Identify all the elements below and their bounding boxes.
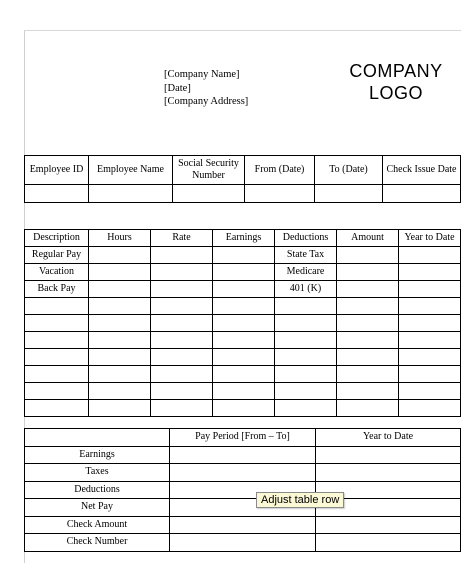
table-cell[interactable] xyxy=(25,315,89,332)
table-cell[interactable] xyxy=(151,264,213,281)
table-cell[interactable] xyxy=(399,366,461,383)
table-cell[interactable] xyxy=(213,366,275,383)
col-description[interactable]: Description xyxy=(25,230,89,247)
table-row xyxy=(25,516,461,534)
col-summary-year-to-date[interactable]: Year to Date xyxy=(316,429,461,447)
summary-header-row xyxy=(25,429,461,447)
table-cell[interactable] xyxy=(337,366,399,383)
col-year-to-date[interactable]: Year to Date xyxy=(399,230,461,247)
table-row xyxy=(25,332,461,349)
table-cell[interactable] xyxy=(337,383,399,400)
table-cell[interactable] xyxy=(89,315,151,332)
table-cell[interactable] xyxy=(25,383,89,400)
col-rate[interactable]: Rate xyxy=(151,230,213,247)
table-cell[interactable] xyxy=(89,349,151,366)
table-cell[interactable] xyxy=(315,185,383,203)
company-logo[interactable] xyxy=(336,60,456,104)
table-cell[interactable] xyxy=(213,281,275,298)
table-cell[interactable] xyxy=(151,349,213,366)
table-cell[interactable] xyxy=(337,315,399,332)
table-cell[interactable] xyxy=(383,185,461,203)
table-cell[interactable] xyxy=(275,366,337,383)
employee-data-row xyxy=(25,185,461,203)
table-cell[interactable] xyxy=(213,315,275,332)
adjust-row-tooltip: Adjust table row xyxy=(256,492,344,508)
table-cell[interactable] xyxy=(399,349,461,366)
col-hours[interactable]: Hours xyxy=(89,230,151,247)
table-cell[interactable] xyxy=(151,332,213,349)
table-row xyxy=(25,400,461,417)
table-cell[interactable] xyxy=(399,247,461,264)
table-cell[interactable] xyxy=(337,281,399,298)
table-row xyxy=(25,534,461,552)
table-row xyxy=(25,464,461,482)
table-cell[interactable] xyxy=(170,464,316,482)
table-row xyxy=(25,383,461,400)
table-cell[interactable] xyxy=(275,332,337,349)
earnings-table xyxy=(24,229,461,417)
company-name[interactable]: [Company Name] xyxy=(164,69,240,80)
table-cell[interactable] xyxy=(151,247,213,264)
description-cell[interactable]: Regular Pay xyxy=(25,247,89,264)
table-cell[interactable] xyxy=(399,281,461,298)
table-cell[interactable] xyxy=(170,446,316,464)
table-cell[interactable] xyxy=(399,264,461,281)
table-cell[interactable] xyxy=(25,349,89,366)
summary-row-label[interactable]: Deductions xyxy=(25,481,170,499)
summary-row-label[interactable]: Check Amount xyxy=(25,516,170,534)
table-row xyxy=(25,446,461,464)
table-row xyxy=(25,281,461,298)
col-from-date[interactable]: From (Date) xyxy=(245,156,315,185)
table-cell[interactable] xyxy=(316,516,461,534)
table-cell[interactable] xyxy=(25,366,89,383)
table-cell[interactable] xyxy=(337,298,399,315)
table-row xyxy=(25,298,461,315)
col-pay-period[interactable]: Pay Period [From – To] xyxy=(170,429,316,447)
table-cell[interactable] xyxy=(213,400,275,417)
col-employee-name[interactable]: Employee Name xyxy=(89,156,173,185)
table-cell[interactable] xyxy=(89,332,151,349)
description-cell[interactable]: Back Pay xyxy=(25,281,89,298)
table-cell[interactable] xyxy=(213,298,275,315)
table-cell[interactable] xyxy=(399,315,461,332)
earnings-header-row xyxy=(25,230,461,247)
table-cell[interactable] xyxy=(245,185,315,203)
table-cell[interactable] xyxy=(399,400,461,417)
table-row xyxy=(25,481,461,499)
table-cell[interactable] xyxy=(151,366,213,383)
table-row xyxy=(25,499,461,517)
table-cell[interactable] xyxy=(213,332,275,349)
table-cell[interactable] xyxy=(399,383,461,400)
table-cell[interactable] xyxy=(151,383,213,400)
employee-table xyxy=(24,155,461,203)
table-cell[interactable] xyxy=(89,281,151,298)
table-row xyxy=(25,349,461,366)
table-cell[interactable] xyxy=(25,185,89,203)
table-cell[interactable] xyxy=(25,298,89,315)
table-cell[interactable] xyxy=(337,247,399,264)
table-cell[interactable] xyxy=(25,400,89,417)
table-cell[interactable] xyxy=(337,349,399,366)
table-row xyxy=(25,264,461,281)
table-cell[interactable] xyxy=(275,349,337,366)
table-cell[interactable] xyxy=(151,298,213,315)
table-row xyxy=(25,315,461,332)
table-cell[interactable] xyxy=(275,298,337,315)
table-cell[interactable] xyxy=(337,332,399,349)
col-employee-id[interactable]: Employee ID xyxy=(25,156,89,185)
table-cell[interactable] xyxy=(213,349,275,366)
table-cell[interactable] xyxy=(275,315,337,332)
deduction-cell[interactable]: State Tax xyxy=(275,247,337,264)
table-cell[interactable] xyxy=(89,185,173,203)
table-cell[interactable] xyxy=(151,400,213,417)
company-date[interactable]: [Date] xyxy=(164,82,191,94)
summary-table xyxy=(24,428,461,552)
table-cell[interactable] xyxy=(151,315,213,332)
table-cell[interactable] xyxy=(399,332,461,349)
table-cell[interactable] xyxy=(213,247,275,264)
summary-row-label[interactable]: Check Number xyxy=(25,534,170,552)
employee-header-row xyxy=(25,156,461,185)
table-cell[interactable] xyxy=(89,298,151,315)
summary-row-label[interactable]: Net Pay xyxy=(25,499,170,517)
col-earnings[interactable]: Earnings xyxy=(213,230,275,247)
table-cell[interactable] xyxy=(275,383,337,400)
table-cell[interactable] xyxy=(337,264,399,281)
table-cell[interactable] xyxy=(337,400,399,417)
col-summary-label[interactable] xyxy=(25,429,170,447)
table-cell[interactable] xyxy=(316,534,461,552)
company-address[interactable]: [Company Address] xyxy=(164,96,249,107)
table-cell[interactable] xyxy=(89,383,151,400)
table-cell[interactable] xyxy=(25,332,89,349)
summary-row-label[interactable]: Earnings xyxy=(25,446,170,464)
table-cell[interactable] xyxy=(151,281,213,298)
description-cell[interactable]: Vacation xyxy=(25,264,89,281)
table-cell[interactable] xyxy=(399,298,461,315)
company-info xyxy=(164,68,248,109)
logo-line-2: LOGO xyxy=(368,83,423,103)
table-cell[interactable] xyxy=(89,247,151,264)
table-cell[interactable] xyxy=(170,534,316,552)
col-ssn[interactable]: Social Security Number xyxy=(173,156,245,185)
table-cell[interactable] xyxy=(213,383,275,400)
table-row xyxy=(25,366,461,383)
table-cell[interactable] xyxy=(89,366,151,383)
col-deductions[interactable]: Deductions xyxy=(275,230,337,247)
summary-row-label[interactable]: Taxes xyxy=(25,464,170,482)
deduction-cell[interactable]: 401 (K) xyxy=(275,281,337,298)
table-cell[interactable] xyxy=(275,400,337,417)
col-amount[interactable]: Amount xyxy=(337,230,399,247)
table-cell[interactable] xyxy=(170,516,316,534)
table-cell[interactable] xyxy=(89,400,151,417)
deduction-cell[interactable]: Medicare xyxy=(275,264,337,281)
col-check-issue-date[interactable]: Check Issue Date xyxy=(383,156,461,185)
table-cell[interactable] xyxy=(173,185,245,203)
col-to-date[interactable]: To (Date) xyxy=(315,156,383,185)
logo-line-1: COMPANY xyxy=(349,61,443,81)
table-row xyxy=(25,247,461,264)
table-cell[interactable] xyxy=(213,264,275,281)
table-cell[interactable] xyxy=(316,464,461,482)
table-cell[interactable] xyxy=(316,446,461,464)
table-cell[interactable] xyxy=(89,264,151,281)
